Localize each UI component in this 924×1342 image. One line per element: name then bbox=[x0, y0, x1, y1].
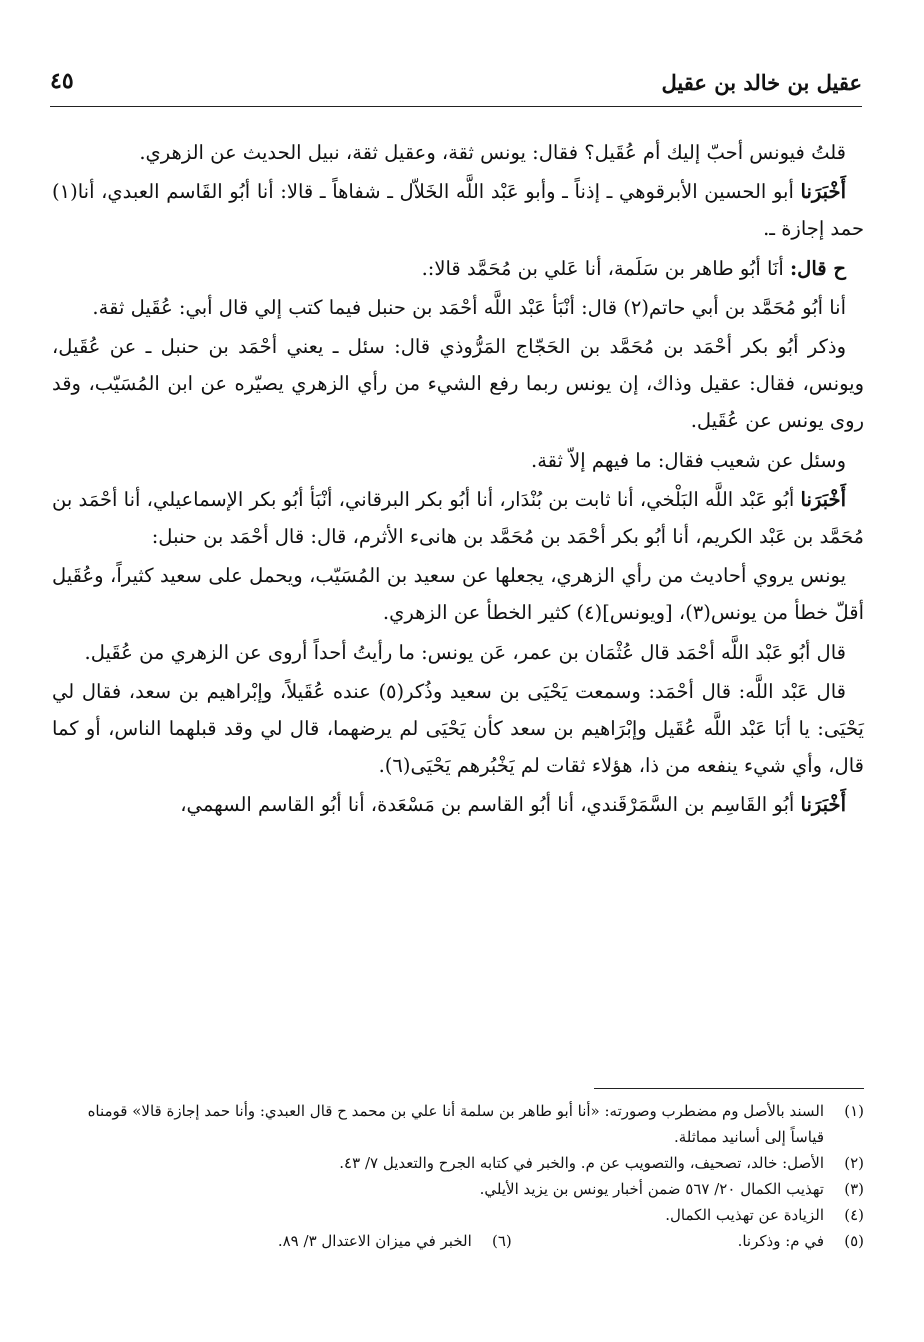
paragraph-lead: أَخْبَرَنا bbox=[800, 487, 846, 511]
footnote-row bbox=[52, 1228, 864, 1254]
footnote-divider bbox=[594, 1088, 864, 1089]
main-text bbox=[52, 134, 864, 826]
paragraph bbox=[52, 673, 864, 785]
paragraph-text: قال أبُو عَبْد اللَّه أحْمَد قال عُثْمَان بن عمر، عَن يونس: ما رأيتُ أحداً أروى عن الزهري من عُقَيل. bbox=[84, 640, 846, 664]
paragraph-text: يونس يروي أحاديث من رأي الزهري، يجعلها عن سعيد بن المُسَيّب، ويحمل على سعيد كثيراً، وعُقَيل أقلّ خطأ من يونس(٣)، [ويونس](٤) كثير الخطأ عن الزهري. bbox=[52, 564, 864, 625]
footnote-text: الخبر في ميزان الاعتدال ٣/ ٨٩. bbox=[277, 1232, 472, 1250]
paragraph-text: قال عَبْد اللَّه: قال أحْمَد: وسمعت يَحْيَى بن سعيد وذُكر(٥) عنده عُقَيلاً، وإبْراهيم بن سعد، فقال لي يَحْيَى: يا أبَا عَبْد اللَّه عُقَيل وإبْرَاهيم بن سعد كأن يَحْيَى لم يرضهما، قال لي وقد قبلهما الناس، أو كما قال، وأي شيء ينفعه من ذا، هؤلاء ثقات لم يَخْبُرهم يَحْيَى(٦). bbox=[52, 679, 864, 778]
paragraph bbox=[52, 634, 864, 671]
footnote-number: (١) bbox=[844, 1102, 864, 1120]
paragraph bbox=[52, 481, 864, 555]
footnote bbox=[52, 1202, 864, 1228]
footnote-text: السند بالأصل وم مضطرب وصورته: «أنا أبو طاهر بن سلمة أنا علي بن محمد ح قال العبدي: وأنا حمد إجازة قالا» قومناه قياساً إلى أسانيد مماثلة. bbox=[87, 1102, 824, 1146]
paragraph-lead: أَخْبَرَنا bbox=[800, 180, 846, 204]
paragraph bbox=[52, 557, 864, 631]
footnote-number: (٢) bbox=[844, 1154, 864, 1172]
running-title: عقيل بن خالد بن عقيل bbox=[661, 70, 862, 95]
paragraph bbox=[52, 173, 864, 247]
footnote-number: (٣) bbox=[844, 1180, 864, 1198]
footnote-text: تهذيب الكمال ٢٠/ ٥٦٧ ضمن أخبار يونس بن يزيد الأيلي. bbox=[479, 1180, 824, 1198]
paragraph-text: أنَا أبُو طاهر بن سَلَمة، أنا عَلي بن مُحَمَّد قالا:. bbox=[421, 256, 790, 280]
paragraph bbox=[52, 328, 864, 440]
paragraph bbox=[52, 442, 864, 479]
footnotes bbox=[52, 1098, 864, 1254]
footnote bbox=[52, 1150, 864, 1176]
footnote-number: (٦) bbox=[491, 1232, 512, 1250]
paragraph-lead: أَخْبَرَنا bbox=[800, 793, 846, 817]
footnote bbox=[512, 1228, 864, 1254]
page-number: ٤٥ bbox=[50, 68, 74, 94]
page-header bbox=[50, 62, 862, 107]
footnote-number: (٤) bbox=[844, 1206, 864, 1224]
footnote-text: في م: وذكرنا. bbox=[737, 1232, 824, 1250]
paragraph bbox=[52, 786, 864, 823]
paragraph-text: أبُو عَبْد اللَّه البَلْخي، أنا ثابت بن بُنْدَار، أنا أبُو بكر البرقاني، أنْبَأ أبُو بكر الإسماعيلي، أنا أحْمَد بن مُحَمَّد بن عَبْد الكريم، أنا أبُو بكر أحْمَد بن مُحَمَّد بن هانىء الأثرم، قال: قال أحْمَد بن حنبل: bbox=[52, 487, 864, 549]
footnote bbox=[52, 1228, 512, 1254]
paragraph-lead: ح قال: bbox=[789, 256, 846, 280]
footnote-text: الزيادة عن تهذيب الكمال. bbox=[665, 1206, 824, 1224]
footnote bbox=[52, 1176, 864, 1202]
footnote bbox=[52, 1098, 864, 1150]
paragraph bbox=[52, 134, 864, 171]
footnote-number: (٥) bbox=[844, 1232, 864, 1250]
paragraph-text: أبُو القَاسِم بن السَّمَرْقَندي، أنا أبُو القاسم بن مَسْعَدة، أنا أبُو القاسم السهمي، bbox=[180, 793, 801, 817]
paragraph-text: وذكر أبُو بكر أحْمَد بن مُحَمَّد بن الحَجّاج المَرُّوذي قال: سئل ـ يعني أحْمَد بن حنبل ـ عن عُقَيل، ويونس، فقال: عقيل وذاك، إن يونس ربما رفع الشيء من رأي الزهري يصيّره عن ابن المُسَيّب، وقد روى يونس عن عُقَيل. bbox=[52, 335, 864, 433]
paragraph-text: قلتُ فيونس أحبّ إليك أم عُقَيل؟ فقال: يونس ثقة، وعقيل ثقة، نبيل الحديث عن الزهري. bbox=[139, 141, 846, 164]
footnote-text: الأصل: خالد، تصحيف، والتصويب عن م. والخبر في كتابه الجرح والتعديل ٧/ ٤٣. bbox=[339, 1154, 824, 1172]
paragraph-text: أبو الحسين الأبرقوهي ـ إذناً ـ وأبو عَبْد اللَّه الخَلاّل ـ شفاهاً ـ قالا: أنا أبُو القَاسم العبدي، أنا(١) حمد إجازة ـ. bbox=[52, 180, 864, 241]
paragraph bbox=[52, 289, 864, 326]
paragraph-text: وسئل عن شعيب فقال: ما فيهم إلاّ ثقة. bbox=[531, 448, 846, 472]
paragraph bbox=[52, 250, 864, 287]
paragraph-text: أنا أبُو مُحَمَّد بن أبي حاتم(٢) قال: أنْبَأ عَبْد اللَّه أحْمَد بن حنبل فيما كتب إلي قال أبي: عُقَيل ثقة. bbox=[92, 295, 846, 319]
